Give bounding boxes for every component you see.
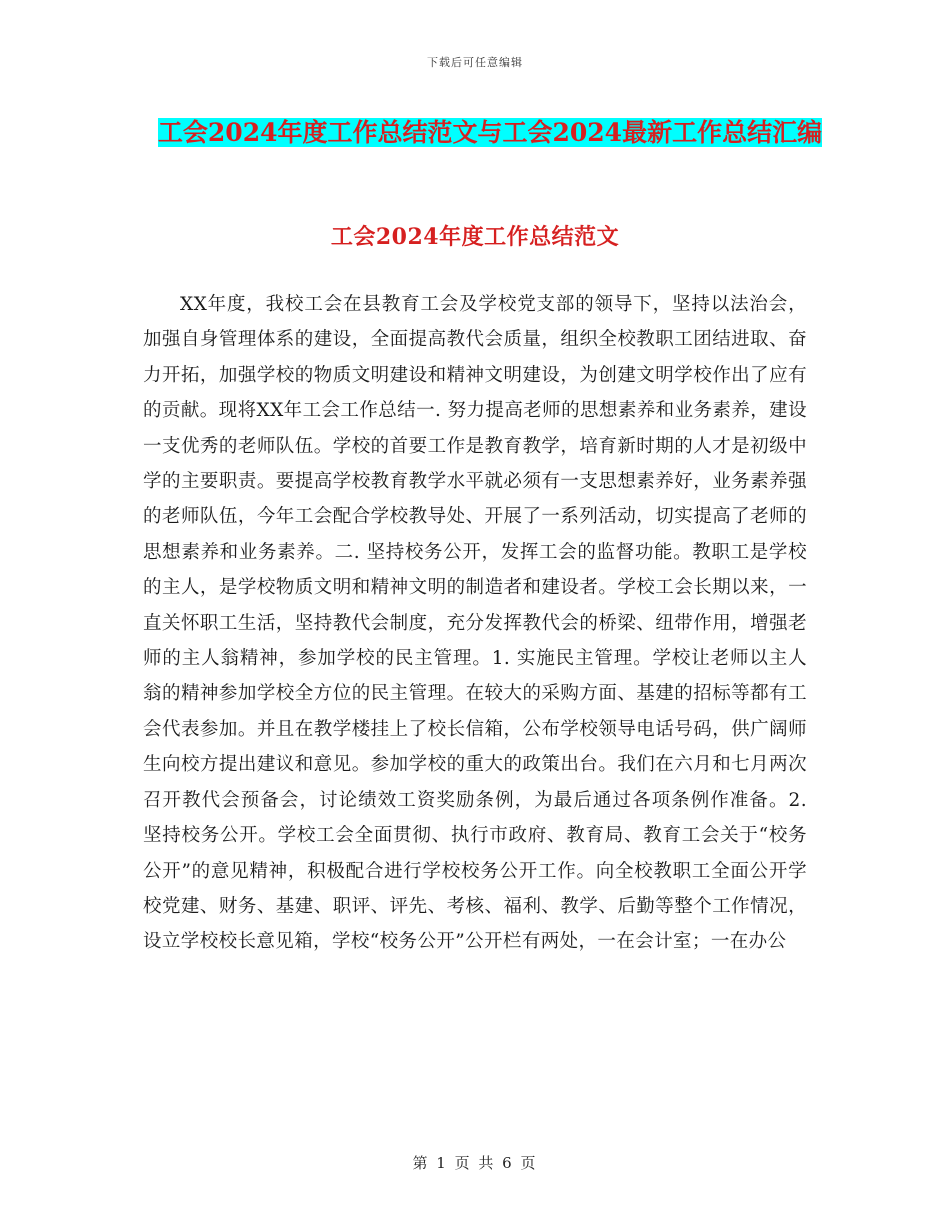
document-title (150, 108, 830, 158)
body-paragraph: XX年度，我校工会在县教育工会及学校党支部的领导下，坚持以法治会，加强自身管理体系的建设，全面提高教代会质量，组织全校教职工团结进取、奋力开拓，加强学校的物质文明建设和精神文明建设，为创建文明学校作出了应有的贡献。现将XX年工会工作总结一. 努力提高老师的思想素养和业务素养，建设一支优秀的老师队伍。学校的首要工作是教育教学，培育新时期的人才是初级中学的主要职责。要提高学校教育教学水平就必须有一支思想素养好，业务素养强的老师队伍，今年工会配合学校教导处、开展了一系列活动，切实提高了老师的思想素养和业务素养。二. 坚持校务公开，发挥工会的监督功能。教职工是学校的主人，是学校物质文明和精神文明的制造者和建设者。学校工会长期以来，一直关怀职工生活，坚持教代会制度，充分发挥教代会的桥梁、纽带作用，增强老师的主人翁精神，参加学校的民主管理。1. 实施民主管理。学校让老师以主人翁的精神参加学校全方位的民主管理。在较大的采购方面、基建的招标等都有工会代表参加。并且在教学楼挂上了校长信箱，公布学校领导电话号码，供广阔师生向校方提出建议和意见。参加学校的重大的政策出台。我们在六月和七月两次召开教代会预备会，讨论绩效工资奖励条例，为最后通过各项条例作准备。2. 坚持校务公开。学校工会全面贯彻、执行市政府、教育局、教育工会关于“校务公开”的意见精神，积极配合进行学校校务公开工作。向全校教职工全面公开学校党建、财务、基建、职评、评先、考核、福利、教学、后勤等整个工作情况，设立学校校长意见箱，学校“校务公开”公开栏有两处，一在会计室；一在办公 (143, 294, 807, 953)
section-title: 工会2024年度工作总结范文 (330, 224, 620, 250)
page-footer: 第 1 页 共 6 页 (412, 1154, 538, 1172)
header-note: 下载后可任意编辑 (427, 56, 523, 69)
document-title-text: 工会2024年度工作总结范文与工会2024最新工作总结汇编 (157, 118, 823, 147)
